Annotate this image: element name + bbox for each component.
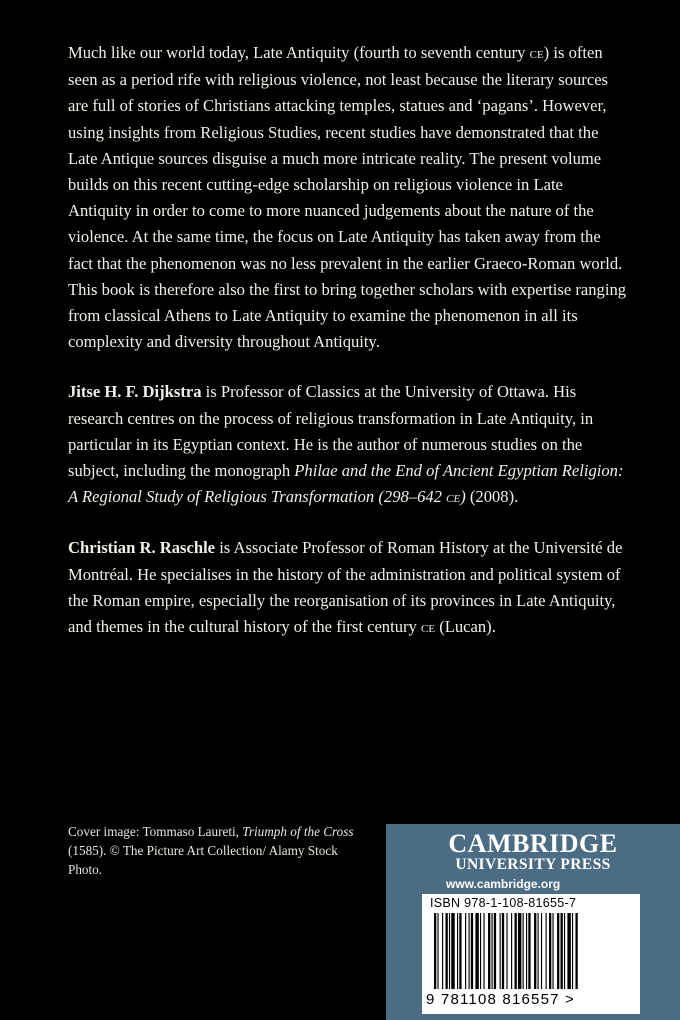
author2-bio	[68, 535, 628, 641]
credit-text: Cover image: Tommaso Laureti,	[68, 824, 243, 839]
author1-bio	[68, 379, 628, 511]
barcode-box	[422, 894, 640, 1014]
era-abbreviation: ce	[529, 45, 544, 62]
description-text-start: Much like our world today, Late Antiquity (fourth to seventh century	[68, 43, 530, 62]
author2-bio-text: is Associate Professor of Roman History at the Université de Montréal. He specialises in the history of the administration and political system of the Roman empire, especially the reorganisation of its provinces in Late Antiquity, and themes in the cultural history of the first century	[68, 538, 623, 637]
author2-bio-end: (Lucan).	[435, 617, 496, 637]
era-abbreviation: ce	[420, 619, 436, 637]
author1-bio-year: (2008).	[465, 487, 519, 507]
barcode-digits: 9 781108 816557 >	[426, 991, 575, 1008]
description-paragraph	[68, 40, 628, 355]
author2-name: Christian R. Raschle	[68, 538, 216, 558]
publisher-panel	[386, 824, 680, 1020]
isbn-label: ISBN 978-1-108-81655-7	[430, 896, 577, 910]
barcode-icon	[428, 913, 634, 993]
book-title-text: Philae and the End of Ancient Egyptian Religion: A Regional Study of Religious Transformation (298–642	[68, 461, 624, 507]
credit-text-rest: (1585). © The Picture Art Collection/ Alamy Stock Photo.	[68, 843, 338, 877]
author1-bio-text: is Professor of Classics at the University of Ottawa. His research centres on the process of religious transformation in Late Antiquity, in particular in its Egyptian context. He is the author of numerous studies on the subject, including the monograph	[68, 382, 594, 481]
publisher-logo: CAMBRIDGE	[448, 829, 618, 858]
publisher-subtitle: UNIVERSITY PRESS	[455, 856, 611, 873]
blurb	[68, 40, 628, 665]
publisher-url: www.cambridge.org	[446, 877, 561, 891]
description-text-rest: ) is often seen as a period rife with religious violence, not least because the literary sources are full of stories of Christians attacking temples, statues and ‘pagans’. However, using insights from Religious Studies, recent studies have demonstrated that the Late Antique sources disguise a much more intricate reality. The present volume builds on this recent cutting-edge scholarship on religious violence in Late Antiquity in order to come to more nuanced judgements about the nature of the violence. At the same time, the focus on Late Antiquity has taken away from the fact that the phenomenon was no less prevalent in the earlier Graeco-Roman world. This book is therefore also the first to bring together scholars with expertise ranging from classical Athens to Late Antiquity to examine the phenomenon in all its complexity and diversity throughout Antiquity.	[68, 43, 627, 352]
author1-name: Jitse H. F. Dijkstra	[68, 382, 202, 402]
era-abbreviation: ce	[446, 489, 461, 507]
book-title-close: )	[460, 487, 466, 507]
cover-image-credit	[68, 822, 368, 879]
artwork-title: Triumph of the Cross	[242, 824, 354, 839]
